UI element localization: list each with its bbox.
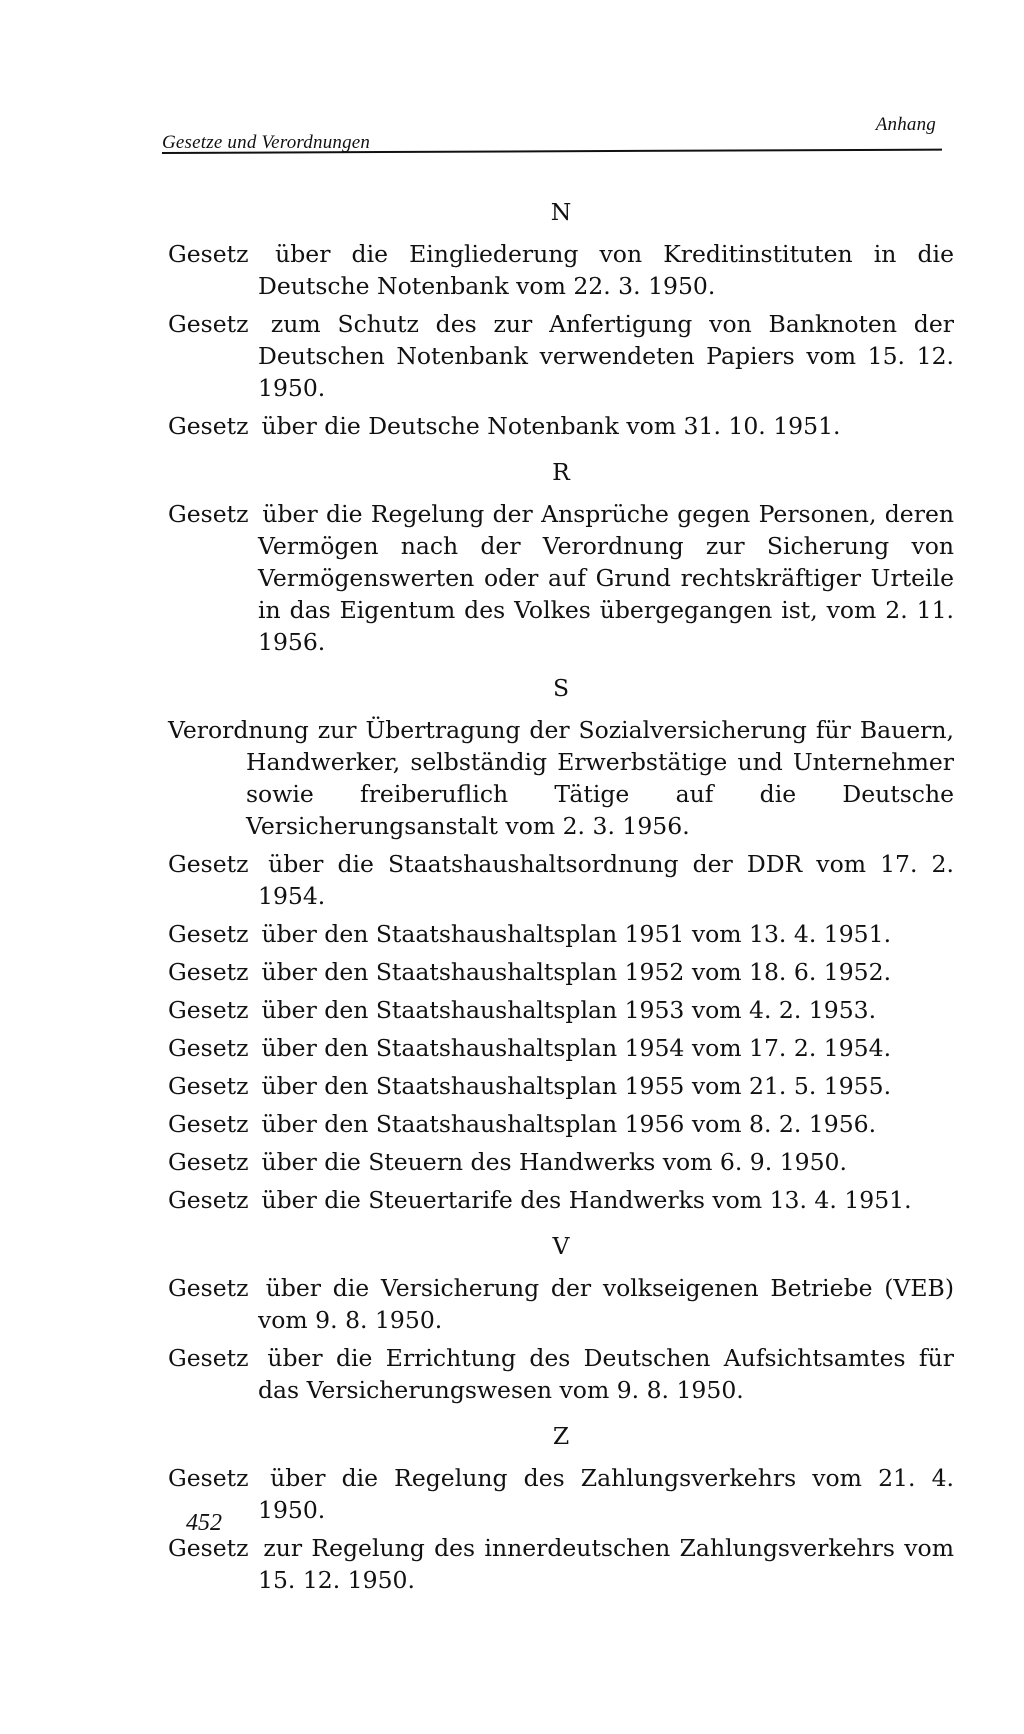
entry-text: über den Staatshaushaltsplan 1956 vom 8. 2. 1956. xyxy=(261,1110,877,1138)
entry-kind: Gesetz xyxy=(168,1344,249,1372)
entry-text: über die Steuertarife des Handwerks vom 13. 4. 1951. xyxy=(261,1186,912,1214)
section-letter-v: V xyxy=(552,1232,570,1260)
section-letter-z: Z xyxy=(552,1422,570,1450)
entry-text: zum Schutz des zur Anfertigung von Banknoten der Deutschen Notenbank verwendeten Papiers vom 15. 12. 1950. xyxy=(258,310,954,402)
entry-kind: Gesetz xyxy=(168,1110,249,1138)
entry-text: über die Regelung des Zahlungsverkehrs vom 21. 4. 1950. xyxy=(258,1464,954,1524)
entry-kind: Gesetz xyxy=(168,1274,249,1302)
entry-kind: Gesetz xyxy=(168,1034,249,1062)
entry-text: über die Staatshaushaltsordnung der DDR vom 17. 2. 1954. xyxy=(258,850,954,910)
entry-kind: Gesetz xyxy=(168,1148,249,1176)
entry-text: über die Eingliederung von Kreditinstituten in die Deutsche Notenbank vom 22. 3. 1950. xyxy=(258,240,954,300)
entry-text: über den Staatshaushaltsplan 1954 vom 17. 2. 1954. xyxy=(261,1034,892,1062)
index-entry xyxy=(168,1146,954,1178)
entry-kind: Verordnung xyxy=(168,716,309,744)
entry-kind: Gesetz xyxy=(168,850,249,878)
entry-kind: Gesetz xyxy=(168,1186,249,1214)
header-title-right: Anhang xyxy=(875,114,936,135)
entry-kind: Gesetz xyxy=(168,1072,249,1100)
header-title-left: Gesetze und Verordnungen xyxy=(162,132,371,153)
entry-text: über die Errichtung des Deutschen Aufsichtsamtes für das Versicherungswesen vom 9. 8. 1950. xyxy=(258,1344,954,1404)
index-entry xyxy=(168,1184,954,1216)
entry-text: über die Versicherung der volkseigenen Betriebe (VEB) vom 9. 8. 1950. xyxy=(258,1274,954,1334)
entry-text: zur Regelung des innerdeutschen Zahlungsverkehrs vom 15. 12. 1950. xyxy=(258,1534,954,1594)
index-entry xyxy=(168,308,954,404)
index-entry xyxy=(168,1108,954,1140)
page-number: 452 xyxy=(186,1510,222,1536)
section-letter-s: S xyxy=(552,674,570,702)
index-entry xyxy=(168,1462,954,1526)
index-entry xyxy=(168,410,954,442)
index-entry xyxy=(168,848,954,912)
entry-kind: Gesetz xyxy=(168,1534,249,1562)
index-entry xyxy=(168,1342,954,1406)
entry-kind: Gesetz xyxy=(168,996,249,1024)
entry-text: über die Deutsche Notenbank vom 31. 10. 1951. xyxy=(261,412,841,440)
entry-kind: Gesetz xyxy=(168,1464,249,1492)
index-entry xyxy=(168,714,954,842)
entry-text: über den Staatshaushaltsplan 1951 vom 13. 4. 1951. xyxy=(261,920,892,948)
entry-kind: Gesetz xyxy=(168,958,249,986)
entry-kind: Gesetz xyxy=(168,240,249,268)
index-entry xyxy=(168,994,954,1026)
section-letter-r: R xyxy=(552,458,570,486)
entry-text: über den Staatshaushaltsplan 1953 vom 4. 2. 1953. xyxy=(261,996,877,1024)
index-entry xyxy=(168,918,954,950)
index-entry xyxy=(168,238,954,302)
index-entry xyxy=(168,956,954,988)
entry-kind: Gesetz xyxy=(168,310,249,338)
entry-kind: Gesetz xyxy=(168,500,249,528)
entry-kind: Gesetz xyxy=(168,412,249,440)
entry-text: über den Staatshaushaltsplan 1952 vom 18. 6. 1952. xyxy=(261,958,892,986)
index-entry xyxy=(168,1070,954,1102)
index-content xyxy=(168,196,954,1602)
running-header xyxy=(162,112,942,153)
index-entry xyxy=(168,1272,954,1336)
section-letter-n: N xyxy=(550,198,572,226)
index-entry xyxy=(168,498,954,658)
index-entry xyxy=(168,1032,954,1064)
entry-text: über die Steuern des Handwerks vom 6. 9. 1950. xyxy=(261,1148,847,1176)
entry-text: zur Übertragung der Sozialversicherung für Bauern, Handwerker, selbständig Erwerbstätige und Unternehmer sowie freiberuflich Tätige auf die Deutsche Versicherungsanstalt vom 2. 3. 1956. xyxy=(246,716,954,840)
entry-text: über die Regelung der Ansprüche gegen Personen, deren Vermögen nach der Verordnung zur Sicherung von Vermögenswerten oder auf Grund rechtskräftiger Urteile in das Eigentum des Volkes übergegangen ist, vom 2. 11. 1956. xyxy=(258,500,954,656)
entry-text: über den Staatshaushaltsplan 1955 vom 21. 5. 1955. xyxy=(261,1072,892,1100)
index-entry xyxy=(168,1532,954,1596)
entry-kind: Gesetz xyxy=(168,920,249,948)
